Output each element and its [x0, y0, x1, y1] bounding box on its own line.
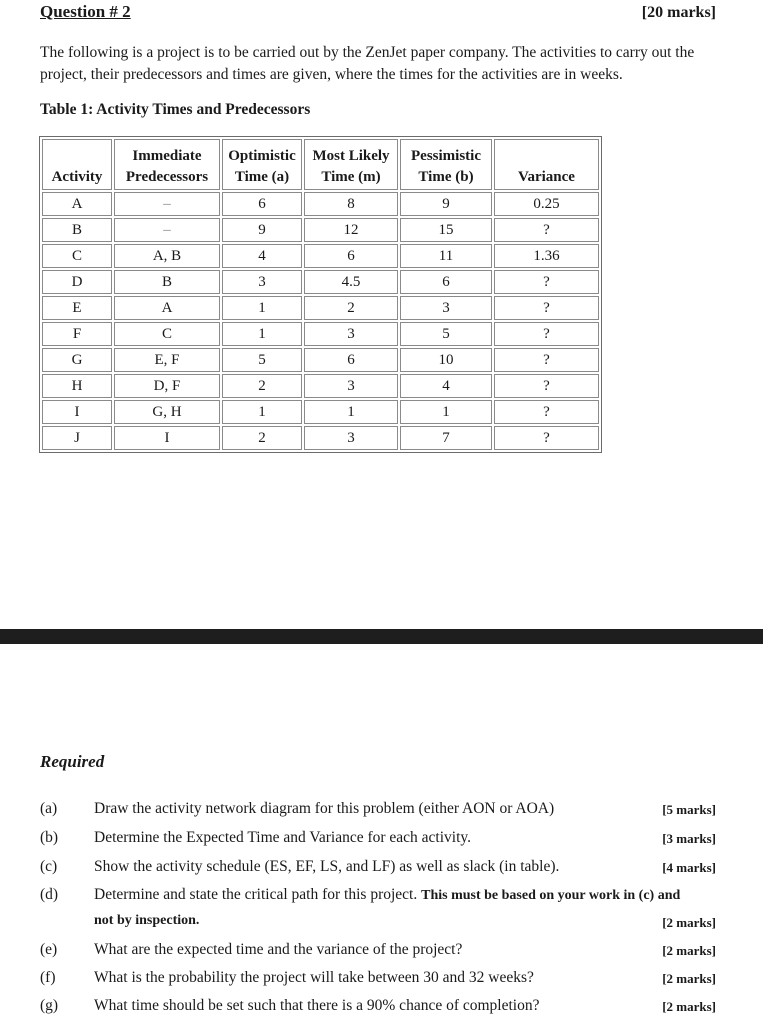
cell-most-likely: 3 — [304, 426, 398, 450]
cell-most-likely: 4.5 — [304, 270, 398, 294]
item-continuation: not by inspection. — [94, 913, 200, 928]
cell-most-likely: 12 — [304, 218, 398, 242]
cell-pessimistic: 9 — [400, 192, 492, 216]
item-letter: (g) — [40, 997, 59, 1014]
cell-activity: H — [42, 374, 112, 398]
header-variance: Variance — [494, 139, 599, 190]
cell-predecessors: G, H — [114, 400, 220, 424]
cell-variance: 1.36 — [494, 244, 599, 268]
required-item-g — [40, 997, 716, 1025]
cell-activity: A — [42, 192, 112, 216]
intro-paragraph: The following is a project is to be carried out by the ZenJet paper company. The activities to carry out the project, their predecessors and times are given, where the times for the activities are in weeks. — [40, 44, 695, 83]
cell-predecessors: A — [114, 296, 220, 320]
cell-activity: E — [42, 296, 112, 320]
cell-pessimistic: 6 — [400, 270, 492, 294]
item-text: Determine the Expected Time and Variance for each activity. — [94, 829, 472, 846]
cell-pessimistic: 15 — [400, 218, 492, 242]
cell-most-likely: 1 — [304, 400, 398, 424]
cell-optimistic: 2 — [222, 374, 302, 398]
item-letter: (e) — [40, 941, 58, 958]
question-marks: [20 marks] — [641, 4, 716, 21]
item-text-bold: This must be based on your work in (c) and — [421, 888, 681, 903]
cell-predecessors: E, F — [114, 348, 220, 372]
item-marks: [2 marks] — [662, 943, 716, 958]
table-row — [42, 218, 599, 242]
item-text: Draw the activity network diagram for this problem (either AON or AOA) — [94, 800, 555, 817]
cell-activity: F — [42, 322, 112, 346]
item-text: Determine and state the critical path for this project. — [94, 886, 418, 903]
header-pessimistic: Pessimistic Time (b) — [400, 139, 492, 190]
cell-activity: G — [42, 348, 112, 372]
cell-most-likely: 6 — [304, 244, 398, 268]
required-item-e — [40, 941, 716, 969]
cell-variance: ? — [494, 296, 599, 320]
table-row — [42, 322, 599, 346]
cell-most-likely: 6 — [304, 348, 398, 372]
header-activity: Activity — [42, 139, 112, 190]
table-row — [42, 400, 599, 424]
header-most-likely: Most Likely Time (m) — [304, 139, 398, 190]
table-row — [42, 296, 599, 320]
cell-optimistic: 1 — [222, 296, 302, 320]
table-row — [42, 348, 599, 372]
required-item-b — [40, 829, 716, 857]
item-text: What time should be set such that there is a 90% chance of completion? — [94, 997, 540, 1014]
cell-optimistic: 6 — [222, 192, 302, 216]
cell-most-likely: 3 — [304, 322, 398, 346]
activity-table — [39, 136, 602, 453]
item-marks: [2 marks] — [662, 999, 716, 1014]
cell-variance: ? — [494, 218, 599, 242]
required-item-d-continued — [40, 913, 716, 941]
item-text: Show the activity schedule (ES, EF, LS, and LF) as well as slack (in table). — [94, 858, 560, 875]
item-letter: (d) — [40, 886, 59, 903]
cell-variance: ? — [494, 374, 599, 398]
item-letter: (b) — [40, 829, 59, 846]
required-item-f — [40, 969, 716, 997]
cell-variance: ? — [494, 270, 599, 294]
required-heading: Required — [40, 752, 105, 771]
cell-most-likely: 2 — [304, 296, 398, 320]
cell-activity: D — [42, 270, 112, 294]
cell-pessimistic: 7 — [400, 426, 492, 450]
table-row — [42, 244, 599, 268]
question-title: Question # 2 — [40, 2, 131, 21]
cell-optimistic: 2 — [222, 426, 302, 450]
table-caption: Table 1: Activity Times and Predecessors — [40, 101, 311, 118]
cell-pessimistic: 1 — [400, 400, 492, 424]
table-row — [42, 426, 599, 450]
required-item-d — [40, 886, 716, 914]
cell-pessimistic: 5 — [400, 322, 492, 346]
cell-predecessors: – — [114, 192, 220, 216]
cell-variance: 0.25 — [494, 192, 599, 216]
cell-pessimistic: 3 — [400, 296, 492, 320]
table-header-row — [42, 139, 599, 190]
item-marks: [2 marks] — [662, 971, 716, 986]
cell-predecessors: B — [114, 270, 220, 294]
cell-activity: C — [42, 244, 112, 268]
cell-optimistic: 5 — [222, 348, 302, 372]
cell-pessimistic: 4 — [400, 374, 492, 398]
cell-variance: ? — [494, 426, 599, 450]
table-row — [42, 192, 599, 216]
header-optimistic: Optimistic Time (a) — [222, 139, 302, 190]
item-marks: [4 marks] — [662, 860, 716, 875]
cell-optimistic: 3 — [222, 270, 302, 294]
cell-activity: B — [42, 218, 112, 242]
cell-predecessors: A, B — [114, 244, 220, 268]
cell-activity: J — [42, 426, 112, 450]
required-item-c — [40, 858, 716, 886]
cell-optimistic: 1 — [222, 400, 302, 424]
item-letter: (f) — [40, 969, 56, 986]
cell-most-likely: 3 — [304, 374, 398, 398]
activity-table-wrapper — [39, 136, 602, 453]
cell-activity: I — [42, 400, 112, 424]
item-text: What are the expected time and the variance of the project? — [94, 941, 463, 958]
cell-optimistic: 1 — [222, 322, 302, 346]
cell-pessimistic: 10 — [400, 348, 492, 372]
cell-optimistic: 9 — [222, 218, 302, 242]
item-letter: (a) — [40, 800, 58, 817]
table-row — [42, 270, 599, 294]
item-marks: [5 marks] — [662, 802, 716, 817]
item-marks: [2 marks] — [662, 915, 716, 930]
cell-variance: ? — [494, 400, 599, 424]
cell-predecessors: – — [114, 218, 220, 242]
required-item-a — [40, 800, 716, 828]
cell-most-likely: 8 — [304, 192, 398, 216]
table-row — [42, 374, 599, 398]
item-text-wrap — [94, 886, 680, 904]
cell-optimistic: 4 — [222, 244, 302, 268]
cell-predecessors: I — [114, 426, 220, 450]
item-letter: (c) — [40, 858, 58, 875]
item-text: What is the probability the project will take between 30 and 32 weeks? — [94, 969, 534, 986]
item-marks: [3 marks] — [662, 831, 716, 846]
cell-predecessors: D, F — [114, 374, 220, 398]
cell-predecessors: C — [114, 322, 220, 346]
cell-variance: ? — [494, 322, 599, 346]
cell-variance: ? — [494, 348, 599, 372]
cell-pessimistic: 11 — [400, 244, 492, 268]
header-predecessors: Immediate Predecessors — [114, 139, 220, 190]
page-divider — [0, 629, 763, 644]
